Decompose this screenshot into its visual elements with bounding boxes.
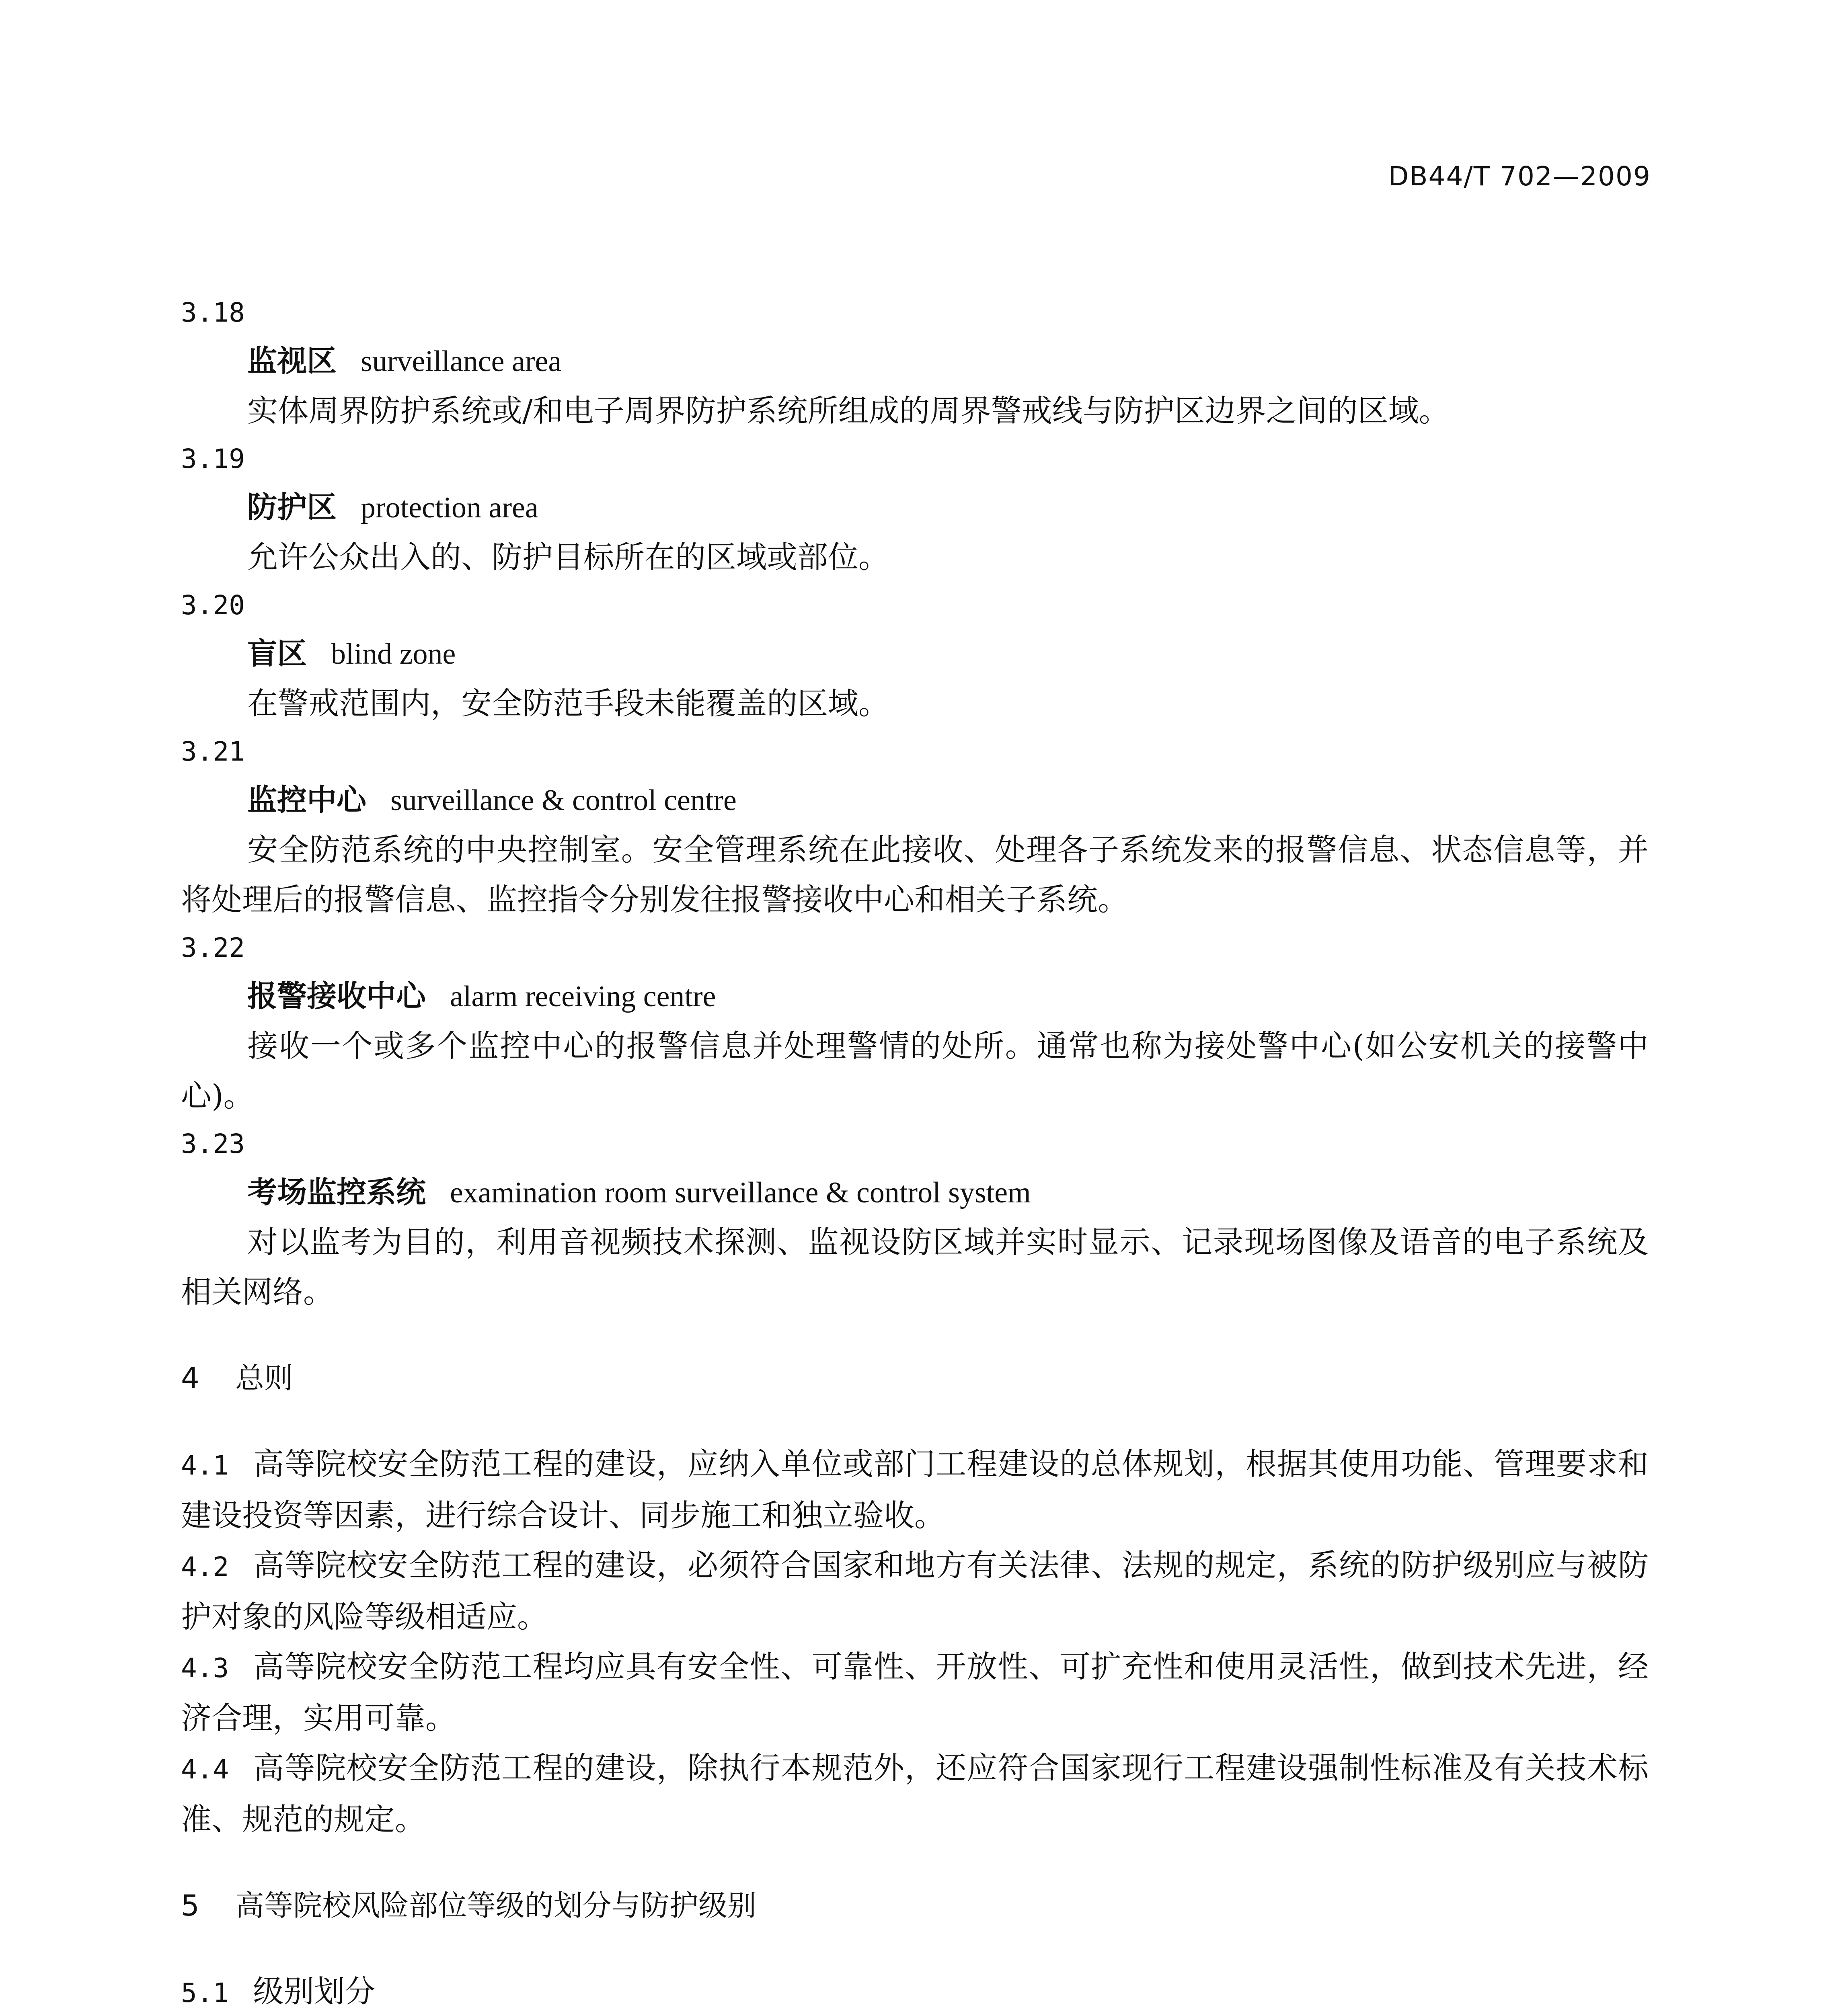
definition-text: 接收一个或多个监控中心的报警信息并处理警情的处所。通常也称为接处警中心(如公安机关的接警中心)。 bbox=[181, 1028, 1649, 1114]
definition-term bbox=[181, 336, 1649, 386]
definition-term bbox=[181, 482, 1649, 532]
definition-number: 3.21 bbox=[181, 736, 245, 767]
clause-text: 高等院校安全防范工程的建设，必须符合国家和地方有关法律、法规的规定，系统的防护级别应与被防护对象的风险等级相适应。 bbox=[181, 1547, 1649, 1635]
definition-text: 实体周界防护系统或/和电子周界防护系统所组成的周界警戒线与防护区边界之间的区域。 bbox=[247, 393, 1450, 429]
term-chinese: 报警接收中心 bbox=[247, 979, 426, 1013]
term-english: blind zone bbox=[331, 638, 456, 671]
term-english: examination room surveillance & control system bbox=[450, 1176, 1031, 1209]
clause bbox=[181, 1743, 1649, 1844]
term-chinese: 监视区 bbox=[247, 344, 337, 378]
subsection-title: 级别划分 bbox=[253, 1973, 376, 2009]
page-content bbox=[181, 289, 1649, 2010]
clause-text: 高等院校安全防范工程的建设，除执行本规范外，还应符合国家现行工程建设强制性标准及有关技术标准、规范的规定。 bbox=[181, 1750, 1649, 1837]
definition-number: 3.22 bbox=[181, 932, 245, 963]
term-english: surveillance & control centre bbox=[390, 784, 737, 817]
clause-number: 4.4 bbox=[181, 1754, 229, 1785]
term-english: protection area bbox=[361, 491, 538, 524]
section-number: 4 bbox=[181, 1361, 199, 1395]
clause-number: 4.2 bbox=[181, 1551, 229, 1582]
term-chinese: 盲区 bbox=[247, 636, 307, 671]
section-heading bbox=[181, 1353, 1649, 1403]
standard-code: DB44/T 702—2009 bbox=[1388, 161, 1651, 192]
definition-term bbox=[181, 629, 1649, 679]
section-title: 总则 bbox=[235, 1361, 294, 1395]
subsection-heading bbox=[181, 1967, 1649, 2010]
section-heading bbox=[181, 1881, 1649, 1930]
clause bbox=[181, 1642, 1649, 1743]
section-number: 5 bbox=[181, 1889, 199, 1922]
definition-number: 3.23 bbox=[181, 1128, 245, 1159]
definition-term bbox=[181, 775, 1649, 825]
term-chinese: 考场监控系统 bbox=[247, 1175, 426, 1210]
definition-text: 在警戒范围内，安全防范手段未能覆盖的区域。 bbox=[247, 685, 889, 721]
section-title: 高等院校风险部位等级的划分与防护级别 bbox=[235, 1889, 757, 1922]
definition-term bbox=[181, 971, 1649, 1021]
term-english: alarm receiving centre bbox=[450, 980, 716, 1013]
definition-number: 3.20 bbox=[181, 590, 245, 621]
clause-text: 高等院校安全防范工程的建设，应纳入单位或部门工程建设的总体规划，根据其使用功能、管理要求和建设投资等因素，进行综合设计、同步施工和独立验收。 bbox=[181, 1446, 1649, 1533]
clause bbox=[181, 1439, 1649, 1540]
clause-number: 4.1 bbox=[181, 1450, 229, 1481]
clause-number: 4.3 bbox=[181, 1653, 229, 1684]
definition-number: 3.18 bbox=[181, 297, 245, 328]
definition-text: 安全防范系统的中央控制室。安全管理系统在此接收、处理各子系统发来的报警信息、状态信息等，并将处理后的报警信息、监控指令分别发往报警接收中心和相关子系统。 bbox=[181, 832, 1649, 917]
term-chinese: 防护区 bbox=[247, 490, 337, 525]
term-english: surveillance area bbox=[361, 345, 562, 378]
definition-term bbox=[181, 1167, 1649, 1217]
subsection-number: 5.1 bbox=[181, 1977, 229, 2008]
definition-number: 3.19 bbox=[181, 443, 245, 474]
term-chinese: 监控中心 bbox=[247, 783, 366, 817]
clause-text: 高等院校安全防范工程均应具有安全性、可靠性、开放性、可扩充性和使用灵活性，做到技术先进，经济合理，实用可靠。 bbox=[181, 1649, 1649, 1736]
definition-text: 允许公众出入的、防护目标所在的区域或部位。 bbox=[247, 539, 889, 575]
definition-text: 对以监考为目的，利用音视频技术探测、监视设防区域并实时显示、记录现场图像及语音的电子系统及相关网络。 bbox=[181, 1224, 1649, 1310]
clause bbox=[181, 1540, 1649, 1642]
